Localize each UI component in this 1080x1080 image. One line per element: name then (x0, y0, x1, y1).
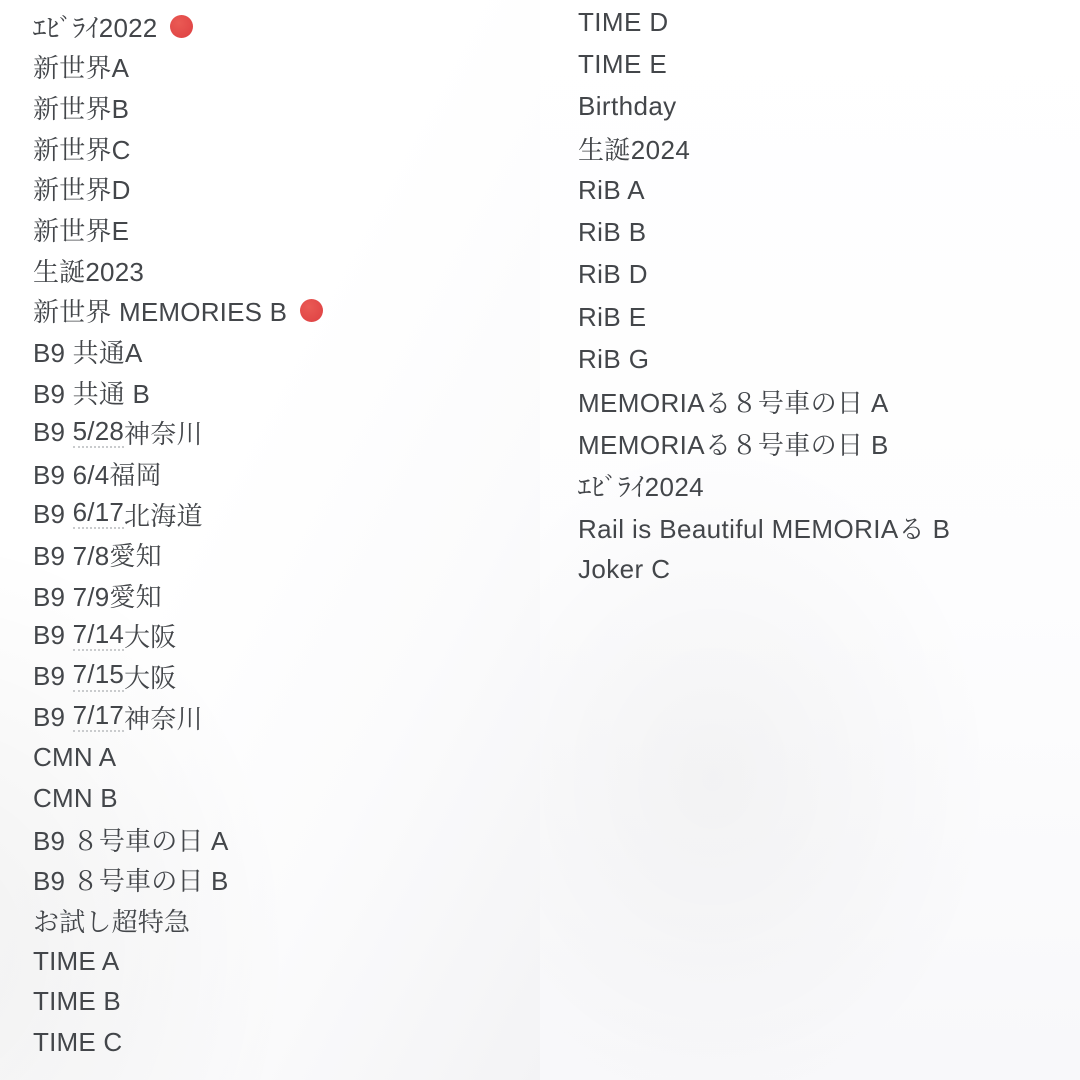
item-text: 神奈川 (124, 419, 203, 450)
date-link[interactable]: 7/17 (73, 702, 124, 732)
list-item (33, 331, 323, 372)
list-item (578, 296, 950, 338)
item-text: 神奈川 (124, 703, 203, 734)
item-text: B9 (33, 661, 73, 692)
item-text: 北海道 (124, 500, 203, 531)
item-text: 新世界D (33, 175, 131, 206)
item-text: B9 ８号車の日 B (33, 866, 229, 897)
list-item (33, 941, 323, 982)
item-text: 大阪 (124, 622, 177, 653)
list-item (33, 1022, 323, 1063)
item-text: B9 7/9愛知 (33, 581, 162, 612)
date-link[interactable]: 5/28 (73, 418, 124, 448)
list-item (578, 127, 950, 169)
item-text: MEMORIAる８号車の日 B (578, 429, 889, 460)
item-text: B9 共通 B (33, 378, 150, 409)
list-item (33, 575, 323, 616)
item-text: MEMORIAる８号車の日 A (578, 387, 889, 418)
list-item (33, 209, 323, 250)
list-item (578, 422, 950, 464)
list-item (33, 128, 323, 169)
list-item (33, 656, 323, 697)
red-dot-marker (300, 299, 323, 322)
list-item (33, 616, 323, 657)
list-item (33, 778, 323, 819)
list-item (578, 465, 950, 507)
item-text: TIME B (33, 986, 121, 1017)
item-text: B9 (33, 498, 73, 529)
item-text: B9 (33, 417, 73, 448)
item-text: TIME A (33, 945, 120, 976)
list-item (33, 47, 323, 88)
list-item (33, 534, 323, 575)
item-text: B9 6/4福岡 (33, 459, 162, 490)
date-link[interactable]: 7/14 (73, 621, 124, 651)
list-item (578, 254, 950, 296)
list-item (33, 169, 323, 210)
item-text: RiB A (578, 175, 646, 206)
item-text: お試し超特急 (33, 906, 191, 937)
right-item-list (578, 1, 950, 591)
list-item (578, 212, 950, 254)
list-item (33, 87, 323, 128)
list-item (33, 412, 323, 453)
list-item (578, 85, 950, 127)
item-text: RiB D (578, 259, 648, 290)
list-item (33, 290, 323, 331)
item-text: TIME D (578, 6, 669, 37)
item-text: B9 共通A (33, 337, 143, 368)
list-item (33, 494, 323, 535)
list-item (33, 6, 323, 47)
date-link[interactable]: 7/15 (73, 661, 124, 691)
right-screenshot-panel (540, 0, 1080, 1080)
item-text: 新世界B (33, 94, 130, 125)
date-link[interactable]: 6/17 (73, 499, 124, 529)
item-text: Rail is Beautiful MEMORIAる B (578, 514, 951, 545)
item-text: ｴﾋﾞﾗｲ2022 (33, 12, 158, 43)
item-text: 新世界A (33, 53, 130, 84)
list-item (578, 338, 950, 380)
item-text: RiB G (578, 343, 650, 374)
item-text: RiB E (578, 301, 647, 332)
item-text: RiB B (578, 217, 647, 248)
item-text: 生誕2023 (33, 256, 145, 287)
list-item (578, 1, 950, 43)
list-item (578, 170, 950, 212)
item-text: 新世界C (33, 134, 131, 165)
left-item-list (33, 6, 323, 1063)
list-item (33, 819, 323, 860)
list-item (33, 453, 323, 494)
item-text: Joker C (578, 554, 671, 585)
item-text: B9 (33, 701, 73, 732)
item-text: 新世界 MEMORIES B (33, 297, 288, 328)
item-text: B9 7/8愛知 (33, 541, 162, 572)
item-text: 新世界E (33, 216, 130, 247)
item-text: CMN B (33, 782, 118, 813)
list-item (578, 380, 950, 422)
list-item (33, 372, 323, 413)
item-text: B9 (33, 620, 73, 651)
item-text: B9 ８号車の日 A (33, 825, 229, 856)
list-item (33, 900, 323, 941)
item-text: ｴﾋﾞﾗｲ2024 (578, 472, 705, 503)
red-dot-marker (170, 15, 193, 38)
list-item (578, 549, 950, 591)
list-item (33, 697, 323, 738)
list-item (33, 250, 323, 291)
list-item (33, 981, 323, 1022)
item-text: 大阪 (124, 663, 177, 694)
list-item (578, 43, 950, 85)
list-item (578, 507, 950, 549)
item-text: CMN A (33, 742, 117, 773)
list-item (33, 859, 323, 900)
item-text: Birthday (578, 90, 677, 121)
list-item (33, 738, 323, 779)
item-text: TIME C (33, 1026, 123, 1057)
item-text: TIME E (578, 48, 668, 79)
item-text: 生誕2024 (578, 134, 691, 165)
